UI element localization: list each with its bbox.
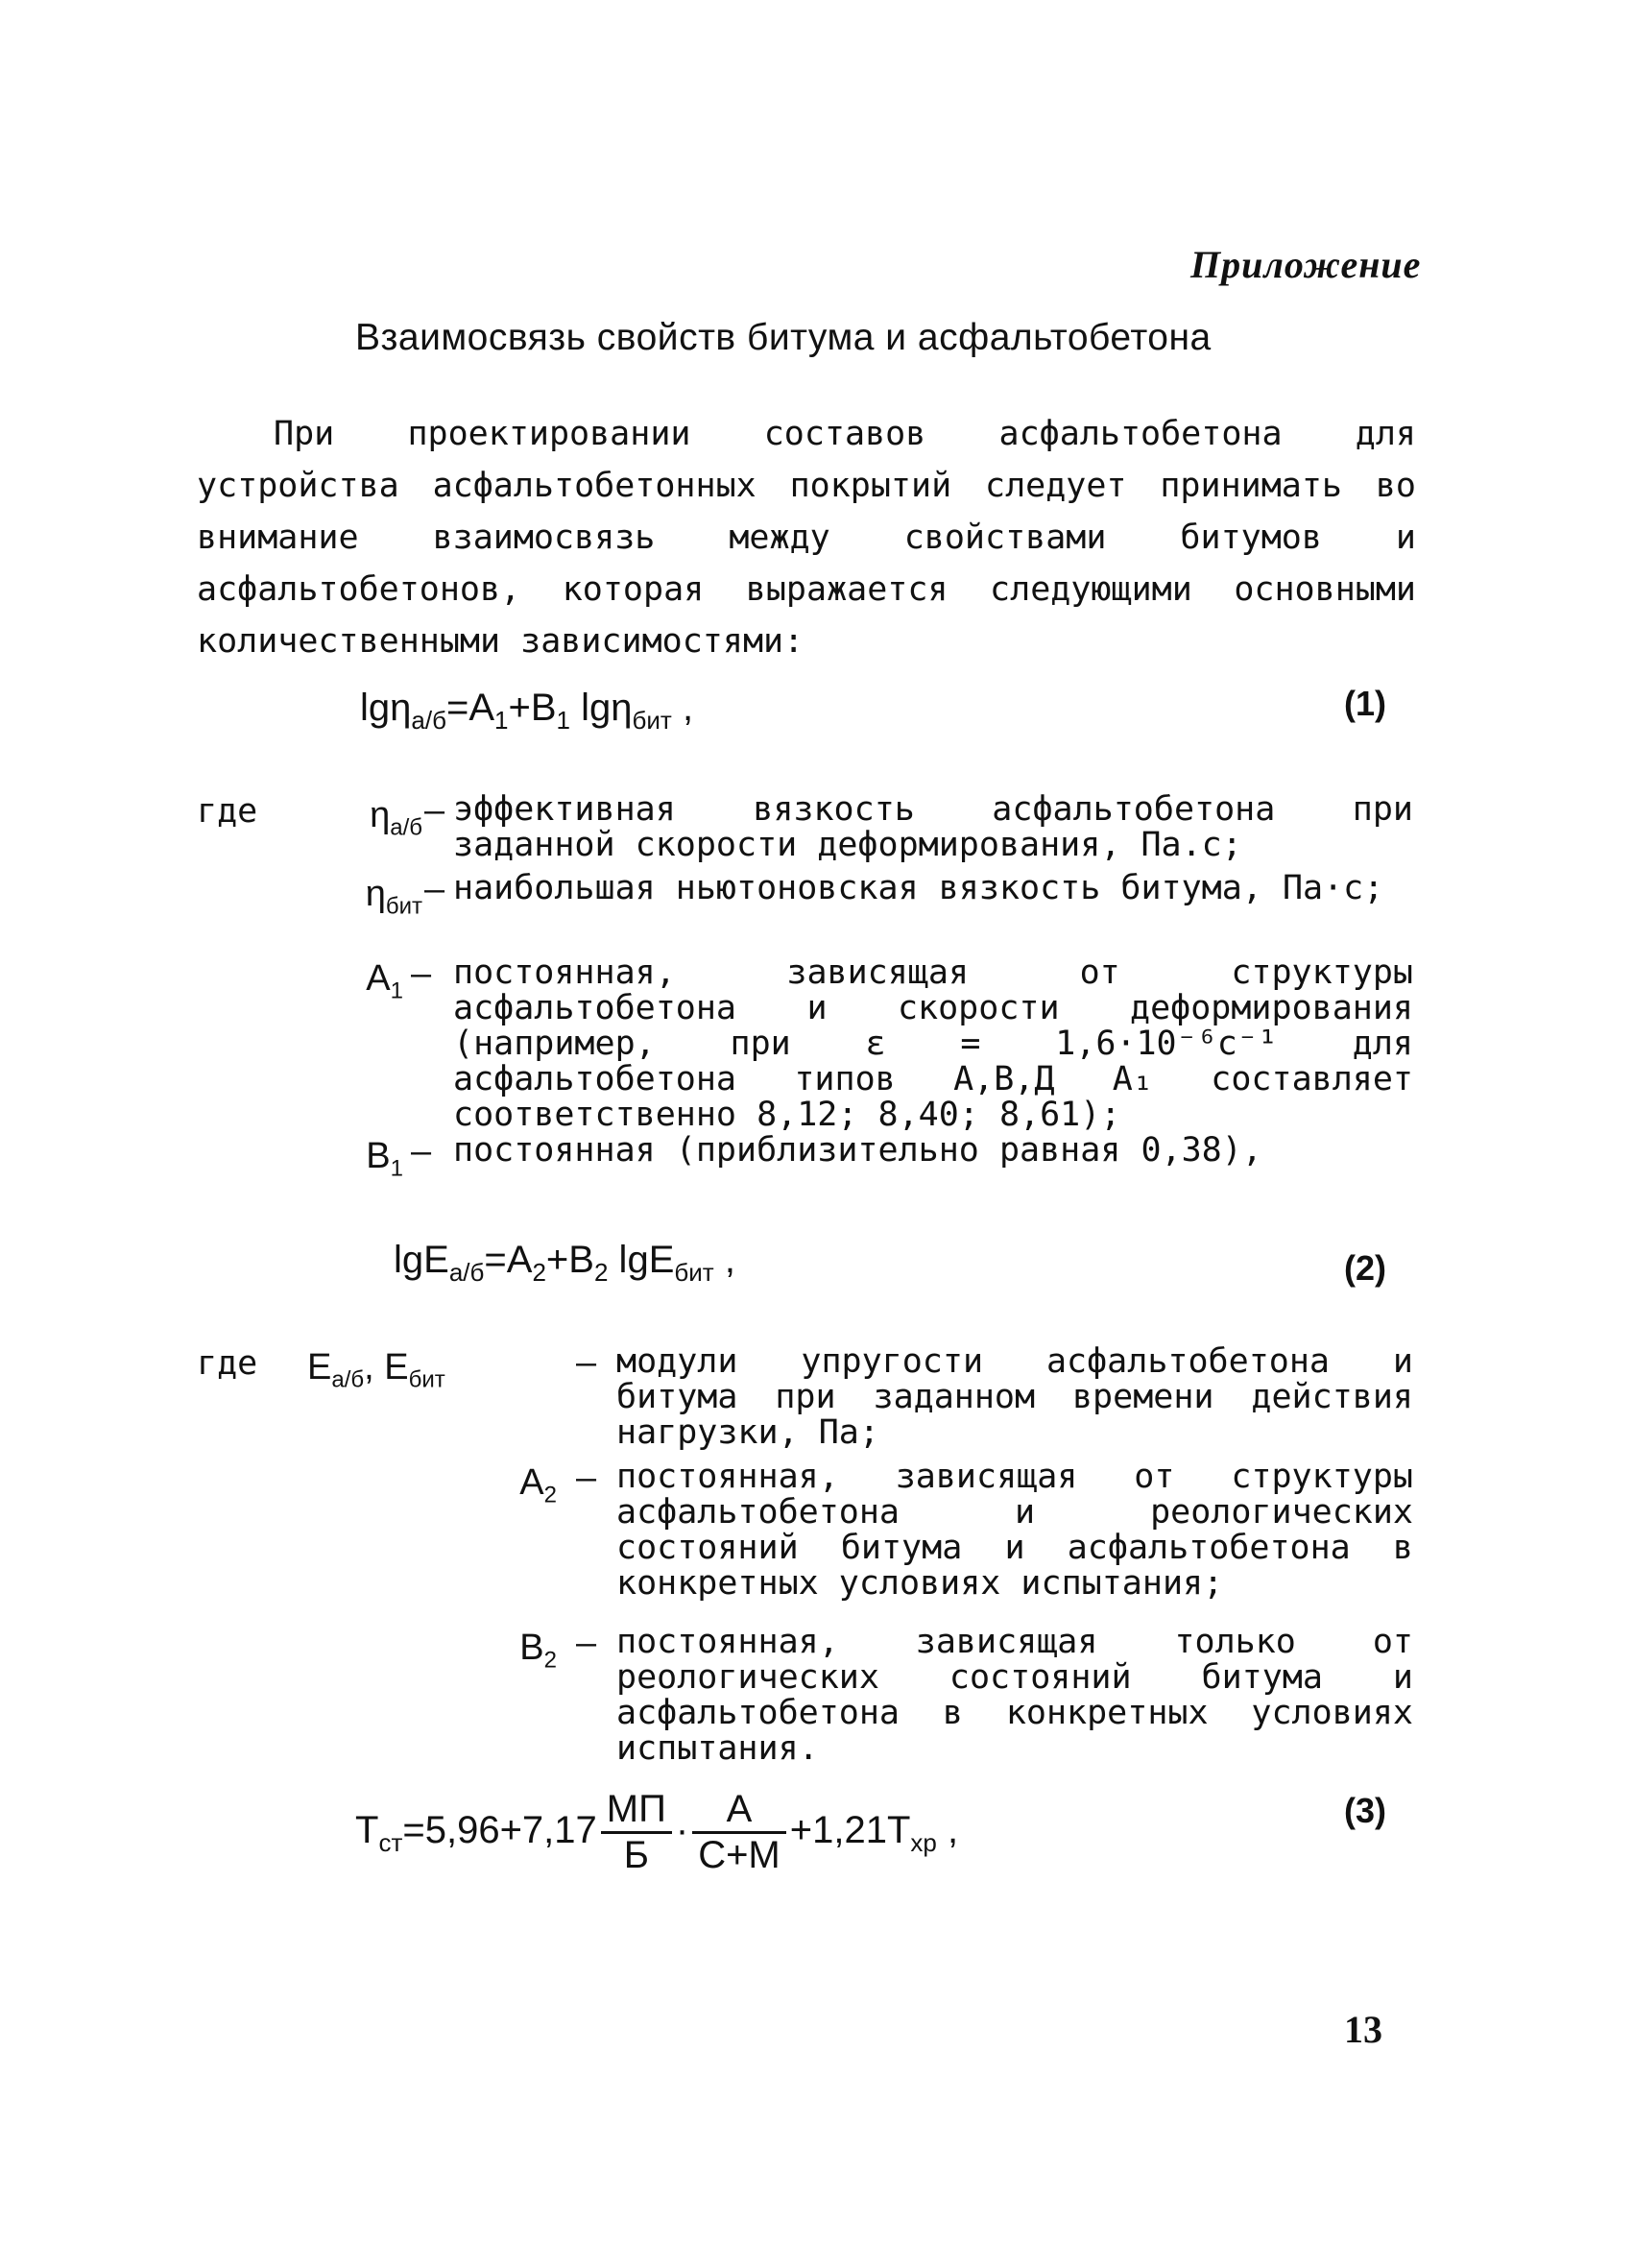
symbol-b1: $B_1$ (366, 1136, 403, 1182)
fraction-numerator: А (692, 1788, 786, 1834)
def-dash: – (576, 1460, 597, 1498)
eq3-comma: , (936, 1809, 959, 1852)
eq2-plus-b: +B (545, 1239, 594, 1281)
fraction-a-cm (692, 1788, 786, 1877)
equation-3-number: (3) (1344, 1791, 1386, 1830)
eq2-comma: , (713, 1239, 735, 1281)
def-dash: – (424, 792, 445, 831)
eq3-t: T (355, 1809, 379, 1852)
def-dash: – (424, 871, 445, 909)
eq1-plus-b: +B (508, 687, 557, 729)
eq1-eta-2: η (611, 687, 633, 729)
symbol-a2: $A_2$ (519, 1462, 557, 1508)
symbol-eta-ab: $\eta_{a/б}$ (370, 795, 422, 841)
eq2-e: E (423, 1239, 449, 1281)
eq3-t-sub: ст (378, 1828, 403, 1858)
eq2-equals-a: =A (484, 1239, 533, 1281)
def-dash: – (411, 955, 432, 994)
eq2-e-2: E (648, 1239, 675, 1281)
definition-eta-bit: наибольшая ньютоновская вязкость битума, Па·с; (453, 869, 1384, 907)
eq3-dot: · (675, 1809, 689, 1852)
def-dash: – (576, 1344, 597, 1383)
eq2-b-sub: 2 (593, 1258, 609, 1287)
fraction-mp-b (601, 1788, 672, 1877)
fraction-denominator: Б (623, 1834, 649, 1876)
definition-a1: постоянная, зависящая от структуры асфальтобетона и скорости деформирования (например, при ε = 1,6·10⁻⁶с⁻¹ для асфальтобетона типов А,В,Д A₁ составляет соответственно 8,12; 8,40; 8,61); (453, 953, 1413, 1134)
definition-a2: постоянная, зависящая от структуры асфальтобетона и реологических состояний битума и асфальтобетона в конкретных условиях испытания; (616, 1458, 1413, 1603)
eq1-eta2-sub: бит (632, 706, 672, 735)
definition-eta-ab: эффективная вязкость асфальтобетона при заданной скорости деформирования, Па.с; (453, 790, 1413, 864)
eq1-equals-a: =A (445, 687, 495, 729)
eq2-e-sub: a/б (448, 1258, 485, 1287)
eq3-constants: =5,96+7,17 (402, 1809, 597, 1852)
appendix-label: Приложение (1190, 243, 1422, 286)
symbol-a1: $A_1$ (366, 958, 403, 1004)
eq2-e2-sub: бит (674, 1258, 714, 1287)
page-title: Взаимосвязь свойств битума и асфальтобетона (355, 317, 1212, 358)
intro-paragraph: При проектировании составов асфальтобетона для устройства асфальтобетонных покрытий следует принимать во внимание взаимосвязь между свойствами битумов и асфальтобетонов, которая выражается следующими основными количественными зависимостями: (197, 415, 1416, 661)
equation-1 (360, 687, 693, 736)
equation-2 (394, 1239, 735, 1288)
eq2-a-sub: 2 (532, 1258, 546, 1287)
eq2-lg-2: lg (608, 1239, 649, 1281)
page-number: 13 (1344, 2008, 1382, 2051)
definition-b2: постоянная, зависящая только от реологических состояний битума и асфальтобетона в конкретных условиях испытания. (616, 1623, 1413, 1768)
symbol-b2: $B_2$ (519, 1628, 557, 1674)
equation-1-number: (1) (1344, 684, 1386, 723)
fraction-denominator: С+М (698, 1834, 780, 1876)
eq1-eta-sub: a/б (411, 706, 446, 735)
definition-e-moduli: модули упругости асфальтобетона и битума при заданном времени действия нагрузки, Па; (616, 1342, 1413, 1452)
eq3-tail-term: +1,21T (789, 1809, 911, 1852)
eq1-a-sub: 1 (494, 706, 509, 735)
symbol-e-moduli: $E_{a/б}$, $E_{бит}$ (307, 1347, 445, 1393)
def-dash: – (411, 1133, 432, 1171)
equation-3 (355, 1788, 958, 1877)
eq1-lg-2: lg (570, 687, 612, 729)
definition-b1: постоянная (приблизительно равная 0,38), (453, 1131, 1262, 1170)
where-label-2: где (197, 1344, 258, 1383)
eq1-comma: , (671, 687, 694, 729)
eq1-eta: η (390, 687, 412, 729)
where-label-1: где (197, 792, 258, 831)
fraction-numerator: МП (601, 1788, 672, 1834)
equation-2-number: (2) (1344, 1248, 1386, 1288)
eq1-b-sub: 1 (556, 706, 570, 735)
symbol-eta-bit: $\eta_{бит}$ (365, 874, 422, 920)
def-dash: – (576, 1625, 597, 1663)
eq1-lg: lg (360, 687, 391, 729)
eq3-txp-sub: хр (910, 1828, 937, 1858)
eq2-lg: lg (394, 1239, 424, 1281)
